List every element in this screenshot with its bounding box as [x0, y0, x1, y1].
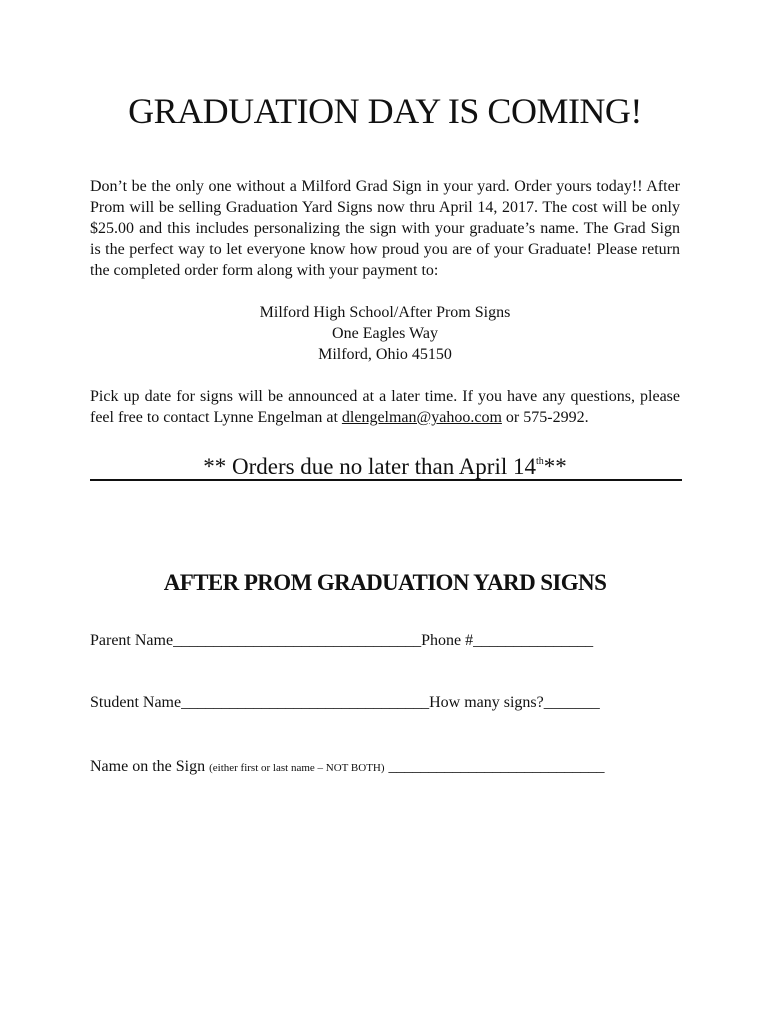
pickup-paragraph [90, 386, 680, 428]
parent-name-field[interactable]: _______________________________ [173, 632, 422, 649]
order-deadline [90, 447, 680, 482]
pickup-phone-text: or 575-2992. [501, 409, 589, 426]
page-title: GRADUATION DAY IS COMING! [128, 91, 642, 131]
deadline-suffix: ** [543, 454, 567, 479]
sign-name-field[interactable]: ___________________________ [384, 758, 605, 775]
sign-name-note: (either first or last name – NOT BOTH) [209, 762, 385, 774]
pickup-text: Pick up date for signs will be announced at a later time. If you have any questions, please feel free to contact Lynne Engelman at [90, 388, 680, 426]
mailing-address [90, 302, 680, 365]
address-line-3: Milford, Ohio 45150 [318, 346, 452, 363]
form-heading: AFTER PROM GRADUATION YARD SIGNS [163, 570, 607, 595]
student-name-label: Student Name [90, 694, 182, 711]
sign-count-label: How many signs? [429, 694, 544, 711]
phone-label: Phone # [421, 632, 474, 649]
address-line-2: One Eagles Way [332, 325, 438, 342]
address-line-1: Milford High School/After Prom Signs [259, 304, 511, 321]
student-signs-row [90, 694, 690, 712]
section-divider [90, 479, 682, 481]
student-name-field[interactable]: _______________________________ [181, 694, 430, 711]
sign-count-field[interactable]: _______ [543, 694, 600, 711]
intro-text: Don’t be the only one without a Milford Grad Sign in your yard. Order yours today!! After Prom will be selling Graduation Yard Signs now thru April 14, 2017. The cost will be only $25.00 and this includes personalizing the sign with your graduate’s name. The Grad Sign is the perfect way to let everyone know how proud you are of your Graduate! Please return the completed order form along with your payment to: [90, 178, 680, 279]
contact-email-link[interactable]: dlengelman@yahoo.com [341, 409, 502, 426]
sign-name-label: Name on the Sign [90, 758, 210, 775]
sign-name-row [90, 758, 690, 776]
intro-paragraph [90, 176, 680, 281]
deadline-text: ** Orders due no later than April 14 [203, 454, 536, 479]
parent-name-label: Parent Name [90, 632, 174, 649]
phone-field[interactable]: _______________ [473, 632, 594, 649]
parent-phone-row [90, 632, 690, 650]
deadline-ordinal: th [536, 456, 544, 467]
